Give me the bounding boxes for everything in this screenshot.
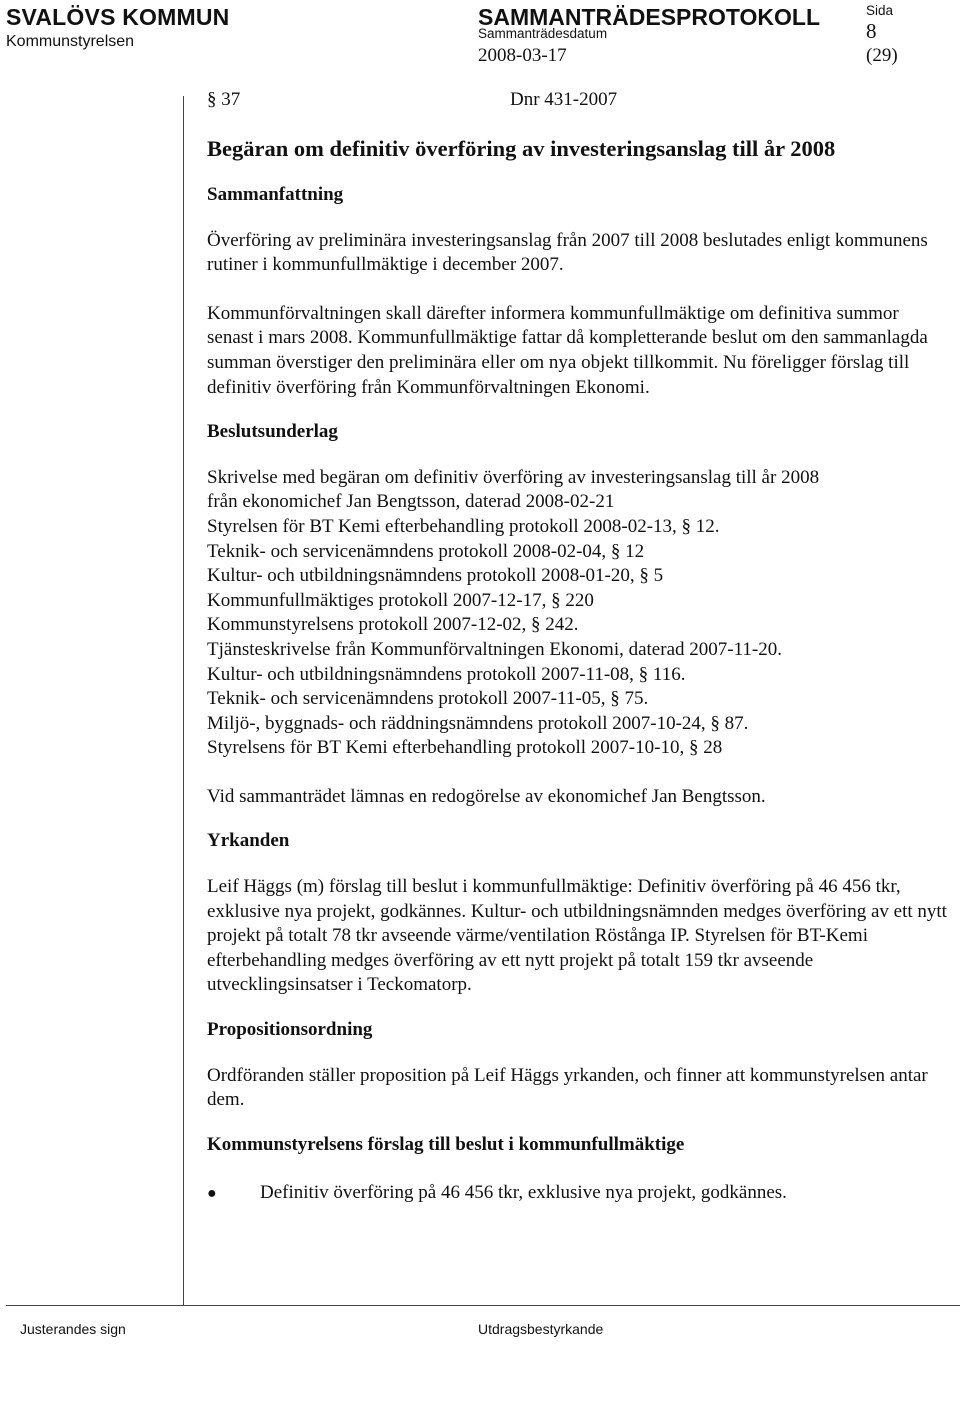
margin-rule — [183, 96, 184, 1306]
basis-item: Kommunfullmäktiges protokoll 2007-12-17, § 220 — [207, 589, 594, 611]
summary-heading: Sammanfattning — [207, 184, 344, 205]
basis-item: Teknik- och servicenämndens protokoll 2008-02-04, § 12 — [207, 540, 645, 562]
basis-item: Skrivelse med begäran om definitiv överföring av investeringsanslag till år 2008 — [207, 466, 820, 488]
motions-text: Leif Häggs (m) förslag till beslut i kommunfullmäktige: Definitiv överföring på 46 456 tkr, exklusive nya projekt, godkännes. Kultur- och utbildningsnämnden medges överföring av ett nytt projekt på totalt 78 tkr avseende värme/ventilation Röstånga IP. Styrelsen för BT-Kemi efterbehandling medges överföring av ett nytt projekt på totalt 159 tkr avseende utvecklingsinsatser i Teckomatorp. — [207, 876, 947, 996]
summary-paragraph-2: Kommunförvaltningen skall därefter informera kommunfullmäktige om definitiva summor senast i mars 2008. Kommunfullmäktige fattar då kompletterande beslut om den sammanlagda summan överstiger den preliminära eller om nya objekt tillkommit. Nu föreligger förslag till definitiv överföring från Kommunförvaltningen Ekonomi. — [207, 302, 928, 398]
basis-heading: Beslutsunderlag — [207, 421, 338, 443]
meeting-date: 2008-03-17 — [478, 45, 567, 66]
footer-rule — [6, 1305, 960, 1306]
protocol-body — [207, 88, 947, 1207]
basis-list — [207, 466, 947, 761]
basis-item: Styrelsens för BT Kemi efterbehandling protokoll 2007-10-10, § 28 — [207, 737, 723, 759]
basis-item: Tjänsteskrivelse från Kommunförvaltningen Ekonomi, daterad 2007-11-20. — [207, 638, 782, 660]
page-number: 8 — [866, 19, 877, 43]
page-total: (29) — [866, 45, 898, 66]
page-label: Sida — [866, 3, 894, 18]
proposition-heading: Propositionsordning — [207, 1019, 373, 1041]
motions-heading: Yrkanden — [207, 830, 290, 852]
bullet-icon: ● — [207, 1185, 217, 1203]
basis-item: Kommunstyrelsens protokoll 2007-12-02, § 242. — [207, 614, 579, 636]
organ-name: Kommunstyrelsen — [6, 33, 135, 50]
basis-item: Kultur- och utbildningsnämndens protokoll 2007-11-08, § 116. — [207, 663, 686, 685]
diary-number: Dnr 431-2007 — [510, 89, 618, 110]
basis-item: Teknik- och servicenämndens protokoll 2007-11-05, § 75. — [207, 688, 649, 710]
section-number: § 37 — [207, 89, 241, 110]
proposition-text: Ordföranden ställer proposition på Leif Häggs yrkanden, och finner att kommunstyrelsen antar dem. — [207, 1064, 928, 1111]
proposal-bullet-text: Definitiv överföring på 46 456 tkr, exklusive nya projekt, godkännes. — [260, 1182, 787, 1204]
meeting-date-label: Sammanträdesdatum — [478, 26, 608, 41]
basis-item: från ekonomichef Jan Bengtsson, daterad 2008-02-21 — [207, 491, 615, 513]
basis-item: Miljö-, byggnads- och räddningsnämndens protokoll 2007-10-24, § 87. — [207, 712, 749, 734]
document-type: SAMMANTRÄDESPROTOKOLL — [478, 4, 821, 30]
section-row — [207, 88, 947, 122]
basis-item: Kultur- och utbildningsnämndens protokoll 2008-01-20, § 5 — [207, 565, 664, 587]
summary-paragraph-1: Överföring av preliminära investeringsanslag från 2007 till 2008 beslutades enligt kommunens rutiner i kommunfullmäktige i december 2007. — [207, 229, 928, 276]
meeting-note: Vid sammanträdet lämnas en redogörelse av ekonomichef Jan Bengtsson. — [207, 785, 766, 807]
basis-item: Styrelsen för BT Kemi efterbehandling protokoll 2008-02-13, § 12. — [207, 515, 720, 537]
footer-signature-label: Justerandes sign — [20, 1321, 126, 1337]
footer-certification-label: Utdragsbestyrkande — [478, 1321, 604, 1337]
proposal-bullet — [207, 1181, 947, 1207]
section-title: Begäran om definitiv överföring av investeringsanslag till år 2008 — [207, 136, 836, 161]
municipality-name: SVALÖVS KOMMUN — [6, 4, 230, 30]
proposal-heading: Kommunstyrelsens förslag till beslut i kommunfullmäktige — [207, 1133, 685, 1155]
